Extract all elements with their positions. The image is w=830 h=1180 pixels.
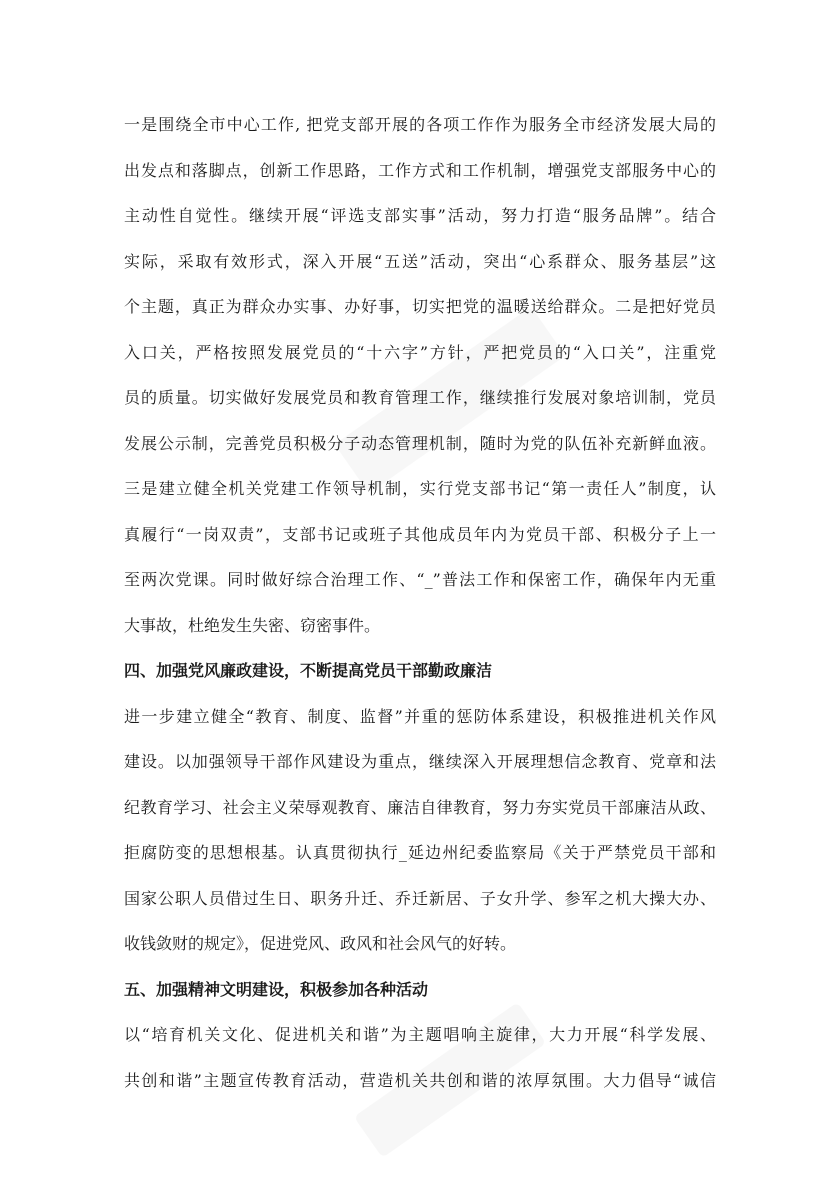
section-heading-four: 四、加强党风廉政建设，不断提高党员干部勤政廉洁 [124, 661, 493, 680]
paragraph-spiritual-civilization [124, 1012, 716, 1103]
paragraph-party-branch-work [124, 102, 716, 648]
text-line: 拒腐防变的思想根基。认真贯彻执行_延边州纪委监察局《关于严禁党员干部和 [124, 843, 716, 862]
text-line: 纪教育学习、社会主义荣辱观教育、廉洁自律教育，努力夯实党员干部廉洁从政、 [124, 797, 716, 817]
text-line: 以“培育机关文化、促进机关和谐”为主题唱响主旋律，大力开展“科学发展、 [124, 1025, 716, 1044]
section-heading-five: 五、加强精神文明建设，积极参加各种活动 [124, 979, 429, 999]
text-line: 至两次党课。同时做好综合治理工作、“_”普法工作和保密工作，确保年内无重 [124, 570, 716, 589]
text-line: 建设。以加强领导干部作风建设为重点，继续深入开展理想信念教育、党章和法 [124, 752, 716, 771]
text-line: 进一步建立健全“教育、制度、监督”并重的惩防体系建设，积极推进机关作风 [124, 706, 716, 726]
document-body [124, 102, 716, 1103]
text-line: 主动性自觉性。继续开展“评选支部实事”活动，努力打造“服务品牌”。结合 [124, 206, 716, 225]
text-line: 真履行“一岗双责”，支部书记或班子其他成员年内为党员干部、积极分子上一 [124, 524, 716, 544]
text-line: 大事故，杜绝发生失密、窃密事件。 [124, 615, 381, 635]
text-line: 发展公示制，完善党员积极分子动态管理机制，随时为党的队伍补充新鲜血液。 [124, 433, 716, 453]
paragraph-clean-governance [124, 694, 716, 967]
text-line: 国家公职人员借过生日、职务升迁、乔迁新居、子女升学、参军之机大操大办、 [124, 888, 716, 908]
text-line: 共创和谐”主题宣传教育活动，营造机关共创和谐的浓厚氛围。大力倡导“诚信 [124, 1070, 716, 1090]
text-line: 实际，采取有效形式，深入开展“五送”活动，突出“心系群众、服务基层”这 [124, 251, 716, 271]
text-line: 员的质量。切实做好发展党员和教育管理工作，继续推行发展对象培训制，党员 [124, 388, 716, 407]
text-line: 收钱敛财的规定》，促进党风、政风和社会风气的好转。 [124, 934, 517, 953]
text-line: 个主题，真正为群众办实事、办好事，切实把党的温暖送给群众。二是把好党员 [124, 297, 716, 316]
text-line: 三是建立健全机关党建工作领导机制，实行党支部书记“第一责任人”制度，认 [124, 479, 716, 498]
text-line: 出发点和落脚点，创新工作思路，工作方式和工作机制，增强党支部服务中心的 [124, 160, 716, 180]
text-line: 入口关，严格按照发展党员的“十六字”方针，严把党员的“入口关”，注重党 [124, 342, 716, 362]
text-line: 一是围绕全市中心工作, 把党支部开展的各项工作作为服务全市经济发展大局的 [124, 115, 716, 134]
